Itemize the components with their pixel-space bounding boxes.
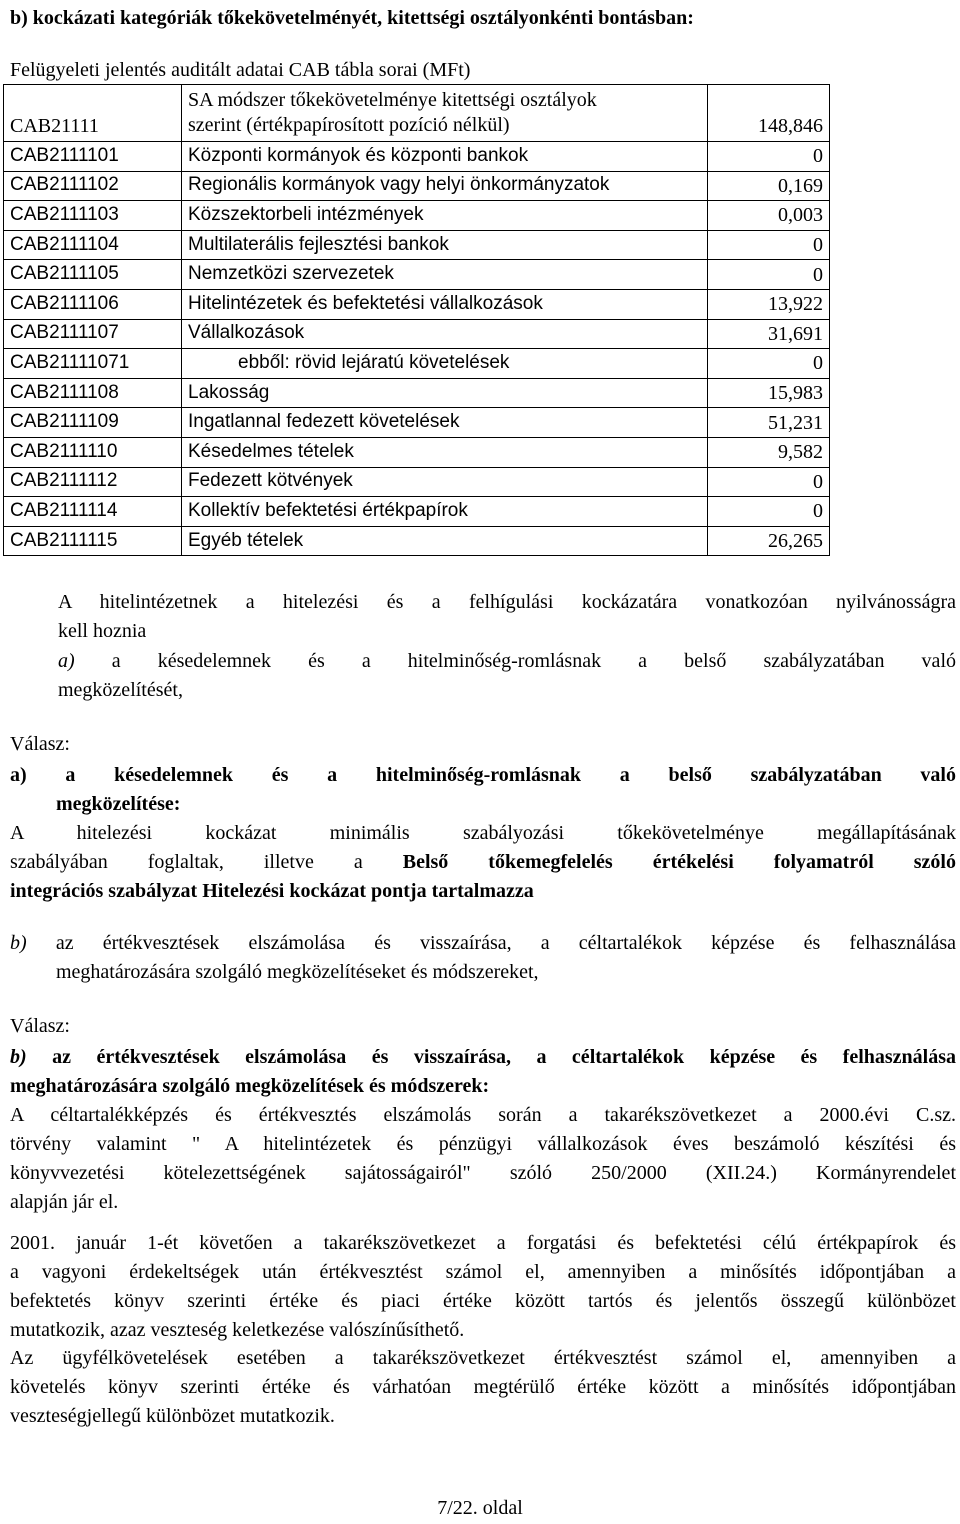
row-value: 51,231: [708, 408, 830, 438]
row-description: ebből: rövid lejáratú követelések: [182, 349, 708, 379]
item-a: [58, 647, 956, 705]
row-description: Lakosság: [182, 378, 708, 408]
page-number: 7/22. oldal: [437, 1497, 523, 1519]
row-description: Kollektív befektetési értékpapírok: [182, 497, 708, 527]
answer-a-line2: megközelítése:: [56, 793, 181, 815]
p2-line: 2001. január 1-ét követően a takarékszövetkezet a forgatási és befektetési célú értékpapírok és: [10, 1232, 956, 1254]
p3-line: Az ügyfélkövetelések esetében a takarékszövetkezet értékvesztést számol el, amennyiben a: [10, 1347, 956, 1369]
answer-a-heading: [10, 761, 956, 819]
table-row: [4, 467, 830, 497]
item-a-line1: a késedelemnek és a hitelminőség-romlásnak a belső szabályzatában való: [111, 650, 956, 672]
row-description-line1: SA módszer tőkekövetelménye kitettségi osztályok: [188, 89, 597, 111]
row-code: CAB2111102: [4, 171, 182, 201]
answer-a-text-line3: integrációs szabályzat Hitelezési kockázat pontja tartalmazza: [10, 880, 534, 902]
table-row: [4, 349, 830, 379]
row-code: CAB2111109: [4, 408, 182, 438]
item-a-prefix: a): [58, 650, 75, 672]
item-b-line2: meghatározására szolgáló megközelítéseket és módszereket,: [56, 961, 539, 983]
item-b: [10, 929, 956, 987]
row-code: CAB21111: [4, 85, 182, 142]
answer-b-heading: [10, 1043, 956, 1101]
p3-line: követelés könyv szerinti értéke és várhatóan megtérülő értéke között a minősítés időpontjában: [10, 1376, 956, 1398]
row-value: 0: [708, 349, 830, 379]
cab-table: [3, 84, 830, 556]
row-description: Fedezett kötvények: [182, 467, 708, 497]
table-row: [4, 378, 830, 408]
row-code: CAB2111115: [4, 526, 182, 556]
row-value: 31,691: [708, 319, 830, 349]
row-description: Központi kormányok és központi bankok: [182, 142, 708, 172]
row-value: 0: [708, 142, 830, 172]
row-description: Multilaterális fejlesztési bankok: [182, 230, 708, 260]
row-value: 0: [708, 230, 830, 260]
table-row: [4, 171, 830, 201]
answer-b-line2: meghatározására szolgáló megközelítések és módszerek:: [10, 1075, 490, 1097]
row-code: CAB2111106: [4, 289, 182, 319]
table-row: [4, 319, 830, 349]
intro-line2: kell hoznia: [58, 620, 147, 642]
row-description: Közszektorbeli intézmények: [182, 201, 708, 231]
answer-a-text-line2-bold: Belső tőkemegfelelés értékelési folyamatról szóló: [402, 851, 956, 873]
row-value: 15,983: [708, 378, 830, 408]
row-description: Regionális kormányok vagy helyi önkormányzatok: [182, 171, 708, 201]
answer-b-paragraph-2: [10, 1229, 956, 1345]
row-code: CAB2111108: [4, 378, 182, 408]
item-b-line1: az értékvesztések elszámolása és visszaírása, a céltartalékok képzése és felhasználása: [55, 932, 957, 954]
row-description: Egyéb tételek: [182, 526, 708, 556]
answer-label-1: Válasz:: [10, 733, 70, 755]
row-description: [182, 85, 708, 142]
row-code: CAB2111114: [4, 497, 182, 527]
row-code: CAB2111105: [4, 260, 182, 290]
table-row: [4, 230, 830, 260]
answer-a-text: [10, 819, 956, 906]
table-row: [4, 497, 830, 527]
row-code: CAB2111110: [4, 437, 182, 467]
row-value: 0: [708, 260, 830, 290]
row-value: 0,003: [708, 201, 830, 231]
table-row: [4, 526, 830, 556]
table-row: [4, 289, 830, 319]
answer-a-text-line2: szabályában foglaltak, illetve a: [10, 851, 403, 873]
row-description: Ingatlannal fedezett követelések: [182, 408, 708, 438]
row-value: 0: [708, 497, 830, 527]
row-code: CAB2111107: [4, 319, 182, 349]
row-code: CAB2111101: [4, 142, 182, 172]
row-value: 148,846: [708, 85, 830, 142]
table-row: [4, 437, 830, 467]
row-code: CAB2111104: [4, 230, 182, 260]
answer-b-prefix: b): [10, 1046, 27, 1068]
p1-line: A céltartalékképzés és értékvesztés elszámolás során a takarékszövetkezet a 2000.évi C.sz.: [10, 1104, 956, 1126]
p2-line: mutatkozik, azaz veszteség keletkezése valószínűsíthető.: [10, 1319, 465, 1341]
table-row: [4, 85, 830, 142]
intro-line1: A hitelintézetnek a hitelezési és a felhígulási kockázatára vonatkozóan nyilvánosságra: [58, 591, 956, 613]
row-description: Vállalkozások: [182, 319, 708, 349]
p1-line: alapján jár el.: [10, 1191, 119, 1213]
row-description: Hitelintézetek és befektetési vállalkozások: [182, 289, 708, 319]
row-value: 26,265: [708, 526, 830, 556]
row-value: 0,169: [708, 171, 830, 201]
intro-paragraph: [58, 588, 956, 646]
row-description: Késedelmes tételek: [182, 437, 708, 467]
answer-a-text-line1: A hitelezési kockázat minimális szabályozási tőkekövetelménye megállapításának: [10, 822, 956, 844]
item-b-prefix: b): [10, 932, 27, 954]
answer-a-line1: a) a késedelemnek és a hitelminőség-romlásnak a belső szabályzatában való: [10, 764, 956, 786]
p3-line: veszteségjellegű különbözet mutatkozik.: [10, 1405, 335, 1427]
item-a-line2: megközelítését,: [58, 679, 183, 701]
row-description-line2: szerint (értékpapírosított pozíció nélkül): [188, 114, 510, 136]
answer-label-2: Válasz:: [10, 1015, 70, 1037]
p1-line: könyvvezetési kötelezettségének sajátosságairól" szóló 250/2000 (XII.24.) Kormányrendelet: [10, 1162, 956, 1184]
section-heading: b) kockázati kategóriák tőkekövetelményét, kitettségi osztályonkénti bontásban:: [10, 7, 694, 29]
answer-b-paragraph-3: [10, 1344, 956, 1431]
table-row: [4, 408, 830, 438]
row-code: CAB21111071: [4, 349, 182, 379]
answer-b-paragraph-1: [10, 1101, 956, 1217]
table-caption: Felügyeleti jelentés auditált adatai CAB tábla sorai (MFt): [10, 59, 471, 81]
row-value: 0: [708, 467, 830, 497]
p2-line: befektetés könyv szerinti értéke és piaci értéke között tartós és jelentős összegű különbözet: [10, 1290, 956, 1312]
table-row: [4, 201, 830, 231]
answer-b-line1: az értékvesztések elszámolása és visszaírása, a céltartalékok képzése és felhasználása: [52, 1046, 957, 1068]
table-row: [4, 260, 830, 290]
row-description: Nemzetközi szervezetek: [182, 260, 708, 290]
table-row: [4, 142, 830, 172]
row-value: 9,582: [708, 437, 830, 467]
row-code: CAB2111103: [4, 201, 182, 231]
row-code: CAB2111112: [4, 467, 182, 497]
p2-line: a vagyoni érdekeltségek után értékvesztést számol el, amennyiben a minősítés időpontjában a: [10, 1261, 956, 1283]
row-value: 13,922: [708, 289, 830, 319]
p1-line: törvény valamint " A hitelintézetek és pénzügyi vállalkozások éves beszámoló készítési és: [10, 1133, 956, 1155]
